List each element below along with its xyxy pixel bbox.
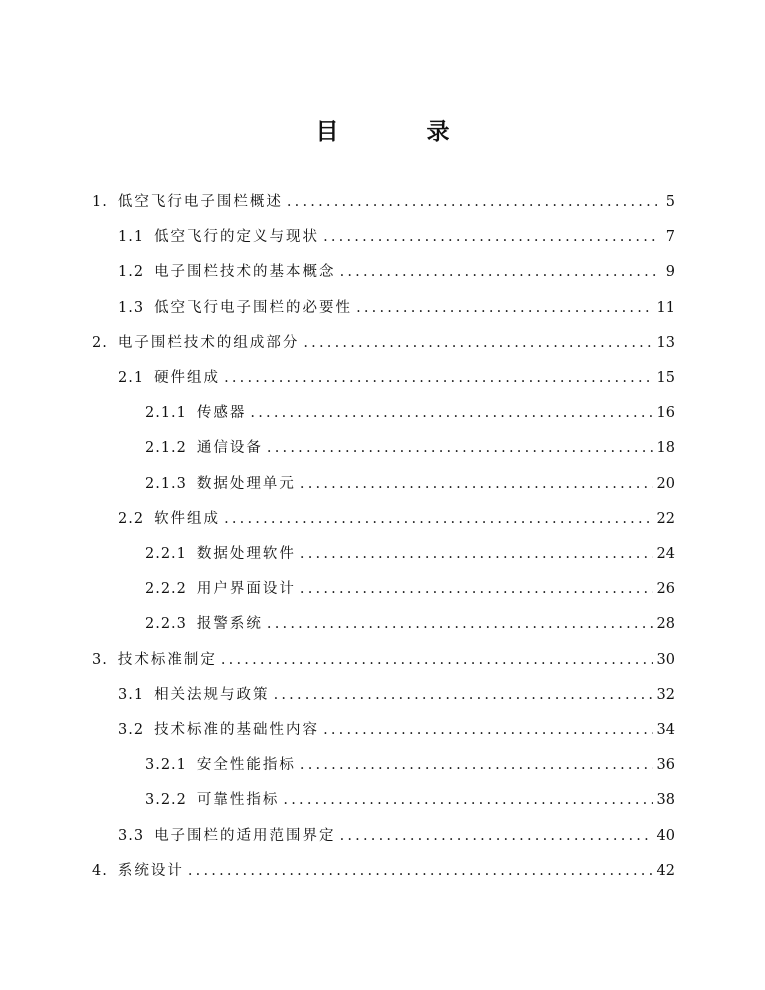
toc-entry-number: 2.2.2 [145,581,187,598]
toc-entry-title: 传感器 [196,405,247,422]
toc-dot-leader [300,542,653,566]
toc-entry-number: 2.1.3 [145,475,187,492]
toc-entry-title: 电子围栏技术的组成部分 [117,334,300,351]
toc-entry-number: 3.2.1 [145,757,187,774]
page-title: 目 录 [315,119,490,145]
toc-dot-leader [287,190,657,214]
toc-entry-number: 2.1 [118,370,145,386]
toc-entry-page-number: 32 [656,686,675,703]
toc-entry-number: 1.2 [118,264,145,281]
toc-entry-title: 系统设计 [117,862,184,879]
toc-entry[interactable] [145,472,675,496]
toc-dot-leader [250,401,652,425]
toc-entry[interactable] [92,331,675,355]
toc-entry-title: 数据处理软件 [196,546,296,562]
toc-entry[interactable] [92,648,675,672]
toc-entry-number: 2.1.1 [145,405,187,422]
toc-entry-page-number: 38 [656,792,675,809]
toc-entry-page-number: 5 [665,194,675,210]
toc-entry[interactable] [145,753,675,777]
toc-entry-title: 安全性能指标 [196,757,296,774]
toc-entry-page-number: 15 [656,370,675,386]
toc-entry-title: 数据处理单元 [196,475,296,492]
toc-entry[interactable] [145,612,675,636]
toc-dot-leader [300,472,653,496]
toc-entry-number: 2.2.3 [145,616,187,633]
toc-dot-leader [356,296,652,320]
toc-dot-leader [300,753,653,777]
toc-entry[interactable] [118,366,675,390]
toc-entry-number: 1.1 [118,229,145,246]
toc-entry-number: 2.1.2 [145,440,187,457]
toc-entry-page-number: 18 [656,440,675,457]
toc-dot-leader [300,577,653,601]
toc-dot-leader [224,507,652,531]
toc-entry[interactable] [145,788,675,812]
toc-entry-page-number: 34 [656,722,675,738]
toc-entry-page-number: 36 [656,757,675,774]
toc-entry-number: 2.2 [118,510,145,527]
toc-entry-page-number: 20 [656,475,675,492]
toc-dot-leader [274,683,653,707]
toc-dot-leader [283,788,652,812]
toc-dot-leader [340,824,653,848]
toc-dot-leader [323,718,652,742]
toc-entry[interactable] [118,683,675,707]
toc-entry-page-number: 40 [656,827,675,844]
toc-entry-page-number: 42 [656,862,675,879]
toc-entry-number: 3.3 [118,827,145,844]
toc-dot-leader [303,331,652,355]
toc-entry-number: 2. [92,334,108,351]
toc-entry-page-number: 13 [656,334,675,351]
toc-entry-title: 低空飞行的定义与现状 [154,229,320,246]
toc-entry[interactable] [118,296,675,320]
toc-entry-page-number: 30 [656,651,675,668]
toc-entry-number: 1.3 [118,299,145,316]
toc-entry-title: 通信设备 [196,440,263,457]
toc-dot-leader [221,648,653,672]
toc-entry-title: 相关法规与政策 [154,686,270,703]
toc-entry[interactable] [145,542,675,566]
toc-entry-number: 4. [92,862,108,879]
toc-entry[interactable] [118,225,675,249]
toc-entry[interactable] [145,577,675,601]
toc-entry-page-number: 7 [665,229,675,246]
toc-dot-leader [188,859,653,883]
toc-entry-page-number: 28 [656,616,675,633]
toc-entry-title: 技术标准的基础性内容 [154,722,320,738]
toc-entry-page-number: 22 [656,510,675,527]
toc-entry-number: 3.1 [118,686,145,703]
toc-entry-number: 3. [92,651,108,668]
toc-entry[interactable] [92,859,675,883]
toc-entry-page-number: 9 [665,264,675,281]
toc-entry-page-number: 11 [656,299,675,316]
toc-dot-leader [323,225,657,249]
toc-entry[interactable] [118,718,675,742]
toc-entry-title: 低空飞行电子围栏的必要性 [154,299,353,316]
toc-entry[interactable] [118,824,675,848]
toc-entry[interactable] [145,401,675,425]
toc-entry[interactable] [118,507,675,531]
toc-entry-title: 低空飞行电子围栏概述 [117,194,283,210]
toc-entry-number: 3.2.2 [145,792,187,809]
toc-entry-title: 报警系统 [196,616,263,633]
toc-dot-leader [267,612,653,636]
toc-entry-page-number: 24 [656,546,675,562]
toc-entry-number: 1. [92,194,108,210]
toc-entry-title: 软件组成 [154,510,221,527]
toc-entry-title: 电子围栏的适用范围界定 [154,827,336,844]
toc-entry-page-number: 16 [656,405,675,422]
toc-entry[interactable] [145,436,675,460]
toc-entry[interactable] [118,260,675,284]
toc-dot-leader [340,260,657,284]
toc-entry-title: 用户界面设计 [196,581,296,598]
toc-entry-number: 2.2.1 [145,546,187,562]
toc-entry-title: 电子围栏技术的基本概念 [154,264,336,281]
toc-entry-title: 可靠性指标 [196,792,280,809]
toc-entry-title: 硬件组成 [154,370,221,386]
toc-entry[interactable] [92,190,675,214]
toc-entry-title: 技术标准制定 [117,651,217,668]
toc-dot-leader [267,436,653,460]
toc-entry-page-number: 26 [656,581,675,598]
toc-entry-number: 3.2 [118,722,145,738]
toc-dot-leader [224,366,652,390]
